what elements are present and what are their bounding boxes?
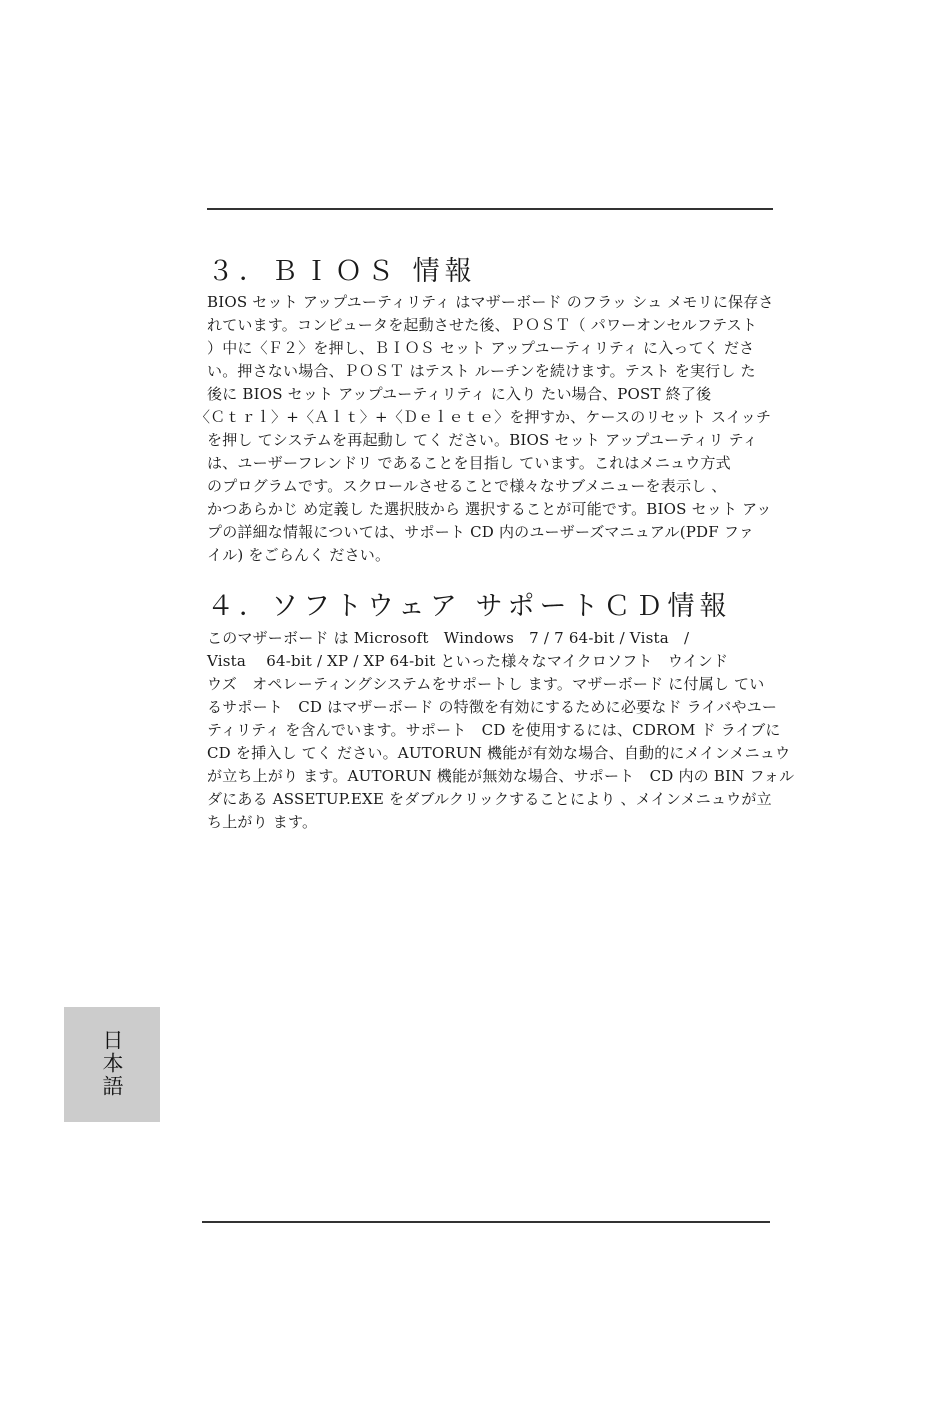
section-title-support-cd: ４．ソフトウェア サポートＣＤ情報 [207, 591, 732, 622]
paragraph-line: のプログラムです。スクロールさせることで様々なサブメニューを表示し 、 [207, 477, 727, 495]
paragraph-line: イル) をごらんく ださい。 [207, 546, 391, 564]
language-side-tab [64, 1007, 160, 1122]
paragraph-line: CD を挿入し てく ださい。AUTORUN 機能が有効な場合、自動的にメインメニュウ [207, 744, 791, 762]
paragraph-line: い。押さない場合、ＰＯＳＴ はテスト ルーチンを続けます。テスト を実行し た [207, 362, 756, 380]
paragraph-line: ダにある ASSETUP.EXE をダブルクリックすることにより 、メインメニュウが立 [207, 790, 772, 808]
section-bios-info [195, 255, 774, 567]
paragraph-line: ち上がり ます。 [207, 813, 318, 831]
top-rule [207, 208, 773, 210]
support-cd-paragraph [207, 627, 795, 834]
paragraph-line: プの詳細な情報については、サポート CD 内のユーザーズマニュアル(PDF ファ [207, 523, 754, 541]
paragraph-line: ウズ オペレーティングシステムをサポートし ます。マザーボード に付属し てい [207, 675, 765, 693]
paragraph-line: は、ユーザーフレンドリ であることを目指し ています。これはメニュウ方式 [207, 454, 731, 472]
paragraph-line: 〈Ｃｔｒｌ〉+〈Ａｌｔ〉+〈Ｄｅｌｅｔｅ〉を押すか、ケースのリセット スイッチ [195, 408, 772, 426]
bios-paragraph [195, 291, 774, 567]
paragraph-line: Vista 64-bit / XP / XP 64-bit といった様々なマイクロソフト ウインド [207, 652, 729, 670]
paragraph-line: BIOS セット アップユーティリティ はマザーボード のフラッ シュ メモリに保存さ [207, 293, 774, 311]
paragraph-line: が立ち上がり ます。AUTORUN 機能が無効な場合、サポート CD 内の BIN フォル [207, 767, 795, 785]
paragraph-line: を押し てシステムを再起動し てく ださい。BIOS セット アップユーティリ ティ [207, 431, 758, 449]
language-tab-label: 日本語 [100, 1029, 124, 1098]
paragraph-line: かつあらかじ め定義し た選択肢から 選択することが可能です。BIOS セット アッ [207, 500, 772, 518]
paragraph-line: るサポート CD はマザーボード の特徴を有効にするために必要なド ライバやユー [207, 698, 778, 716]
bottom-rule [202, 1221, 770, 1223]
paragraph-line: 後に BIOS セット アップユーティリティ に入り たい場合、POST 終了後 [207, 385, 712, 403]
paragraph-line: このマザーボード は Microsoft Windows 7 / 7 64-bit / Vista / [207, 629, 690, 647]
section-title-bios: ３．ＢＩＯＳ 情報 [207, 256, 477, 287]
section-support-cd-info [207, 590, 795, 834]
paragraph-line: ）中に〈Ｆ２〉を押し、ＢＩＯＳ セット アップユーティリティ に入ってく ださ [207, 339, 755, 357]
paragraph-line: れています。コンピュータを起動させた後、ＰＯＳＴ（ パワーオンセルフテスト [207, 316, 758, 334]
paragraph-line: ティリティ を含んでいます。サポート CD を使用するには、CDROM ド ライブに [207, 721, 781, 739]
